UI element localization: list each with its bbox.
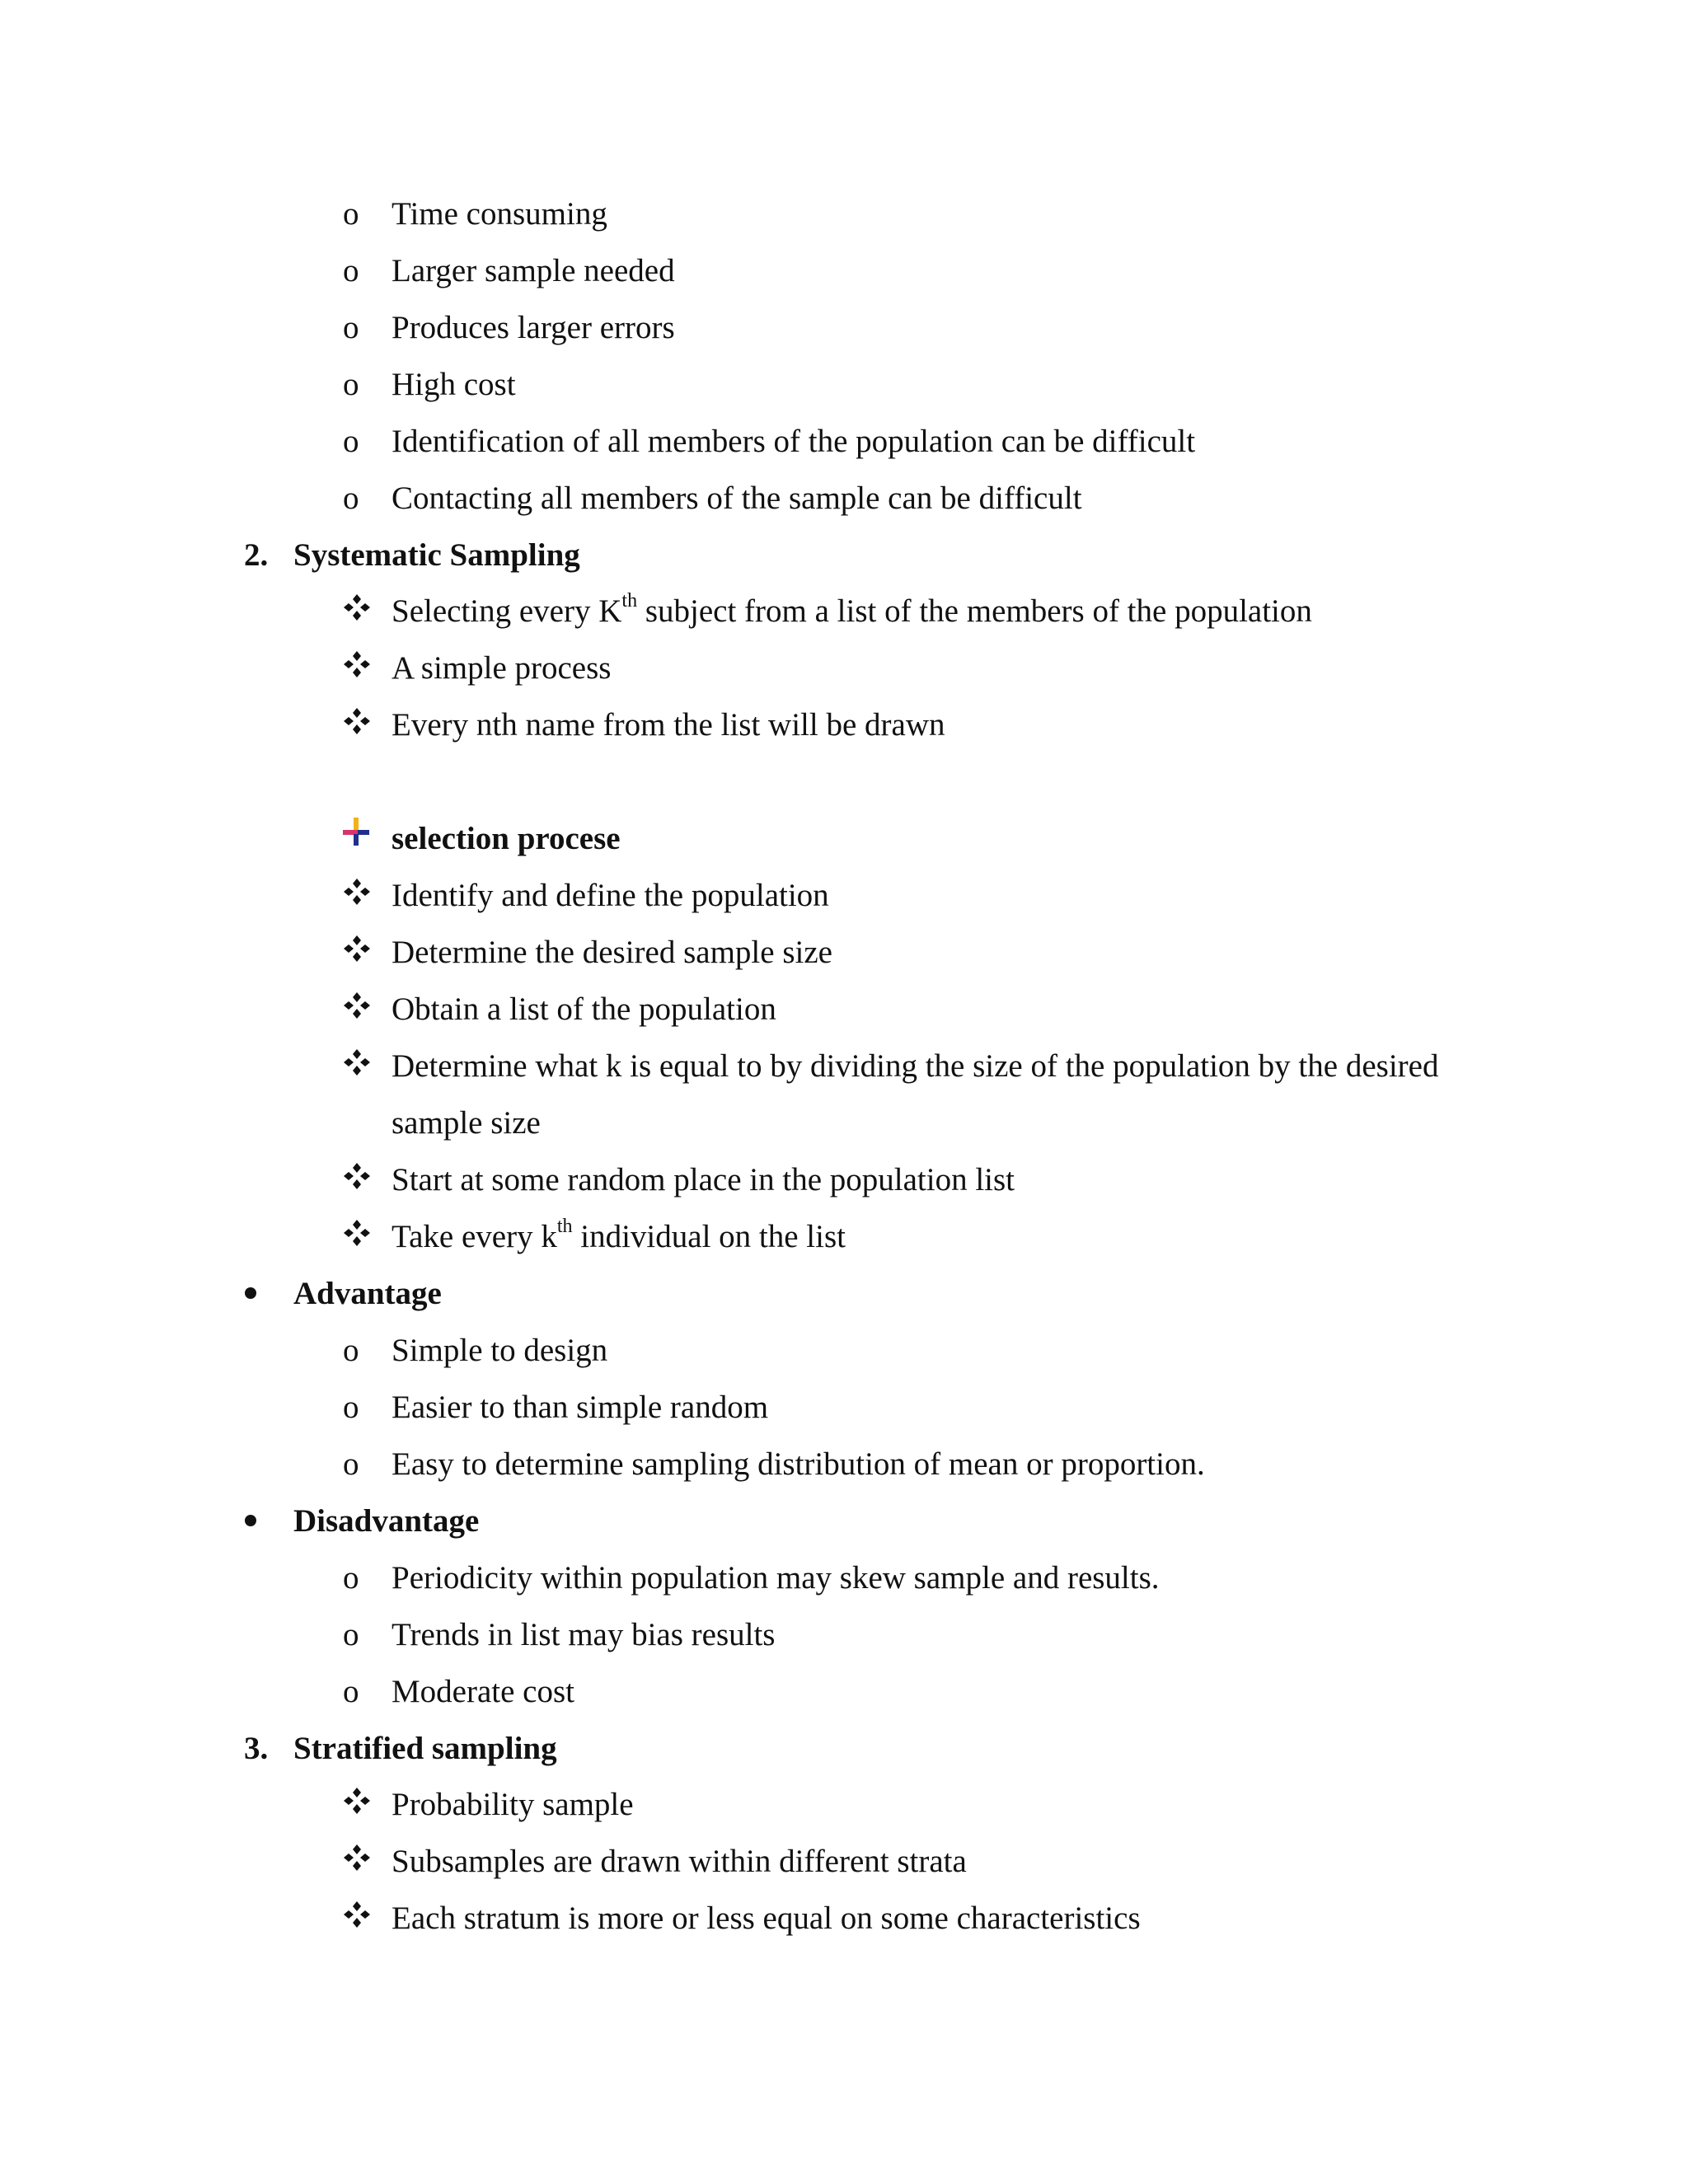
list-item: Identify and define the population — [392, 878, 829, 913]
four-diamond-bullet-icon — [343, 1162, 371, 1190]
section2-heading: Systematic Sampling — [293, 537, 580, 573]
circle-bullet: o — [343, 1446, 359, 1482]
list-item-continuation: sample size — [392, 1105, 541, 1141]
list-item: Selecting every $K^{th}$ subject from a list of the members of the population — [392, 590, 1312, 629]
four-diamond-bullet-icon — [343, 1219, 371, 1247]
list-item: Subsamples are drawn within different strata — [392, 1844, 967, 1879]
four-diamond-bullet-icon — [343, 991, 371, 1019]
circle-bullet: o — [343, 253, 359, 288]
list-item: Take every $k^{th}$ individual on the list — [392, 1216, 846, 1254]
circle-bullet: o — [343, 1390, 359, 1425]
four-diamond-bullet-icon — [343, 650, 371, 678]
section3-heading: Stratified sampling — [293, 1731, 557, 1766]
four-diamond-bullet-icon — [343, 935, 371, 963]
circle-bullet: o — [343, 310, 359, 345]
circle-bullet: o — [343, 480, 359, 516]
list-item: Easy to determine sampling distribution of mean or proportion. — [392, 1446, 1205, 1482]
section2-number: 2. — [244, 537, 269, 573]
list-item: Obtain a list of the population — [392, 991, 776, 1027]
circle-bullet: o — [343, 196, 359, 232]
list-item: Identification of all members of the population can be difficult — [392, 424, 1196, 459]
list-item: Each stratum is more or less equal on some characteristics — [392, 1900, 1141, 1936]
circle-bullet: o — [343, 424, 359, 459]
section3-number: 3. — [244, 1731, 269, 1766]
circle-bullet: o — [343, 1560, 359, 1596]
list-item: Simple to design — [392, 1333, 608, 1368]
disadvantage-heading: Disadvantage — [293, 1503, 480, 1539]
four-diamond-bullet-icon — [343, 593, 371, 621]
four-diamond-bullet-icon — [343, 878, 371, 906]
advantage-heading: Advantage — [293, 1276, 442, 1311]
list-item: Every nth name from the list will be drawn — [392, 707, 945, 743]
list-item: High cost — [392, 367, 516, 402]
circle-bullet: o — [343, 1333, 359, 1368]
circle-bullet: o — [343, 367, 359, 402]
list-item: Trends in list may bias results — [392, 1617, 776, 1652]
dot-bullet — [245, 1287, 256, 1299]
four-diamond-bullet-icon — [343, 1900, 371, 1929]
colored-cross-bullet-icon — [341, 816, 371, 849]
list-item: Contacting all members of the sample can be difficult — [392, 480, 1082, 516]
list-item: Larger sample needed — [392, 253, 675, 288]
selection-process-heading: selection procese — [392, 821, 621, 856]
circle-bullet: o — [343, 1617, 359, 1652]
list-item: Time consuming — [392, 196, 607, 232]
list-item: Determine the desired sample size — [392, 935, 832, 970]
list-item: Start at some random place in the population list — [392, 1162, 1015, 1197]
list-item: Periodicity within population may skew sample and results. — [392, 1560, 1160, 1596]
list-item: Easier to than simple random — [392, 1390, 769, 1425]
list-item: Probability sample — [392, 1787, 634, 1822]
four-diamond-bullet-icon — [343, 1844, 371, 1872]
four-diamond-bullet-icon — [343, 1048, 371, 1076]
four-diamond-bullet-icon — [343, 1787, 371, 1815]
list-item: A simple process — [392, 650, 612, 686]
list-item: Produces larger errors — [392, 310, 675, 345]
dot-bullet — [245, 1515, 256, 1526]
circle-bullet: o — [343, 1674, 359, 1709]
list-item: Moderate cost — [392, 1674, 575, 1709]
four-diamond-bullet-icon — [343, 707, 371, 735]
list-item: Determine what k is equal to by dividing the size of the population by the desired — [392, 1048, 1439, 1084]
